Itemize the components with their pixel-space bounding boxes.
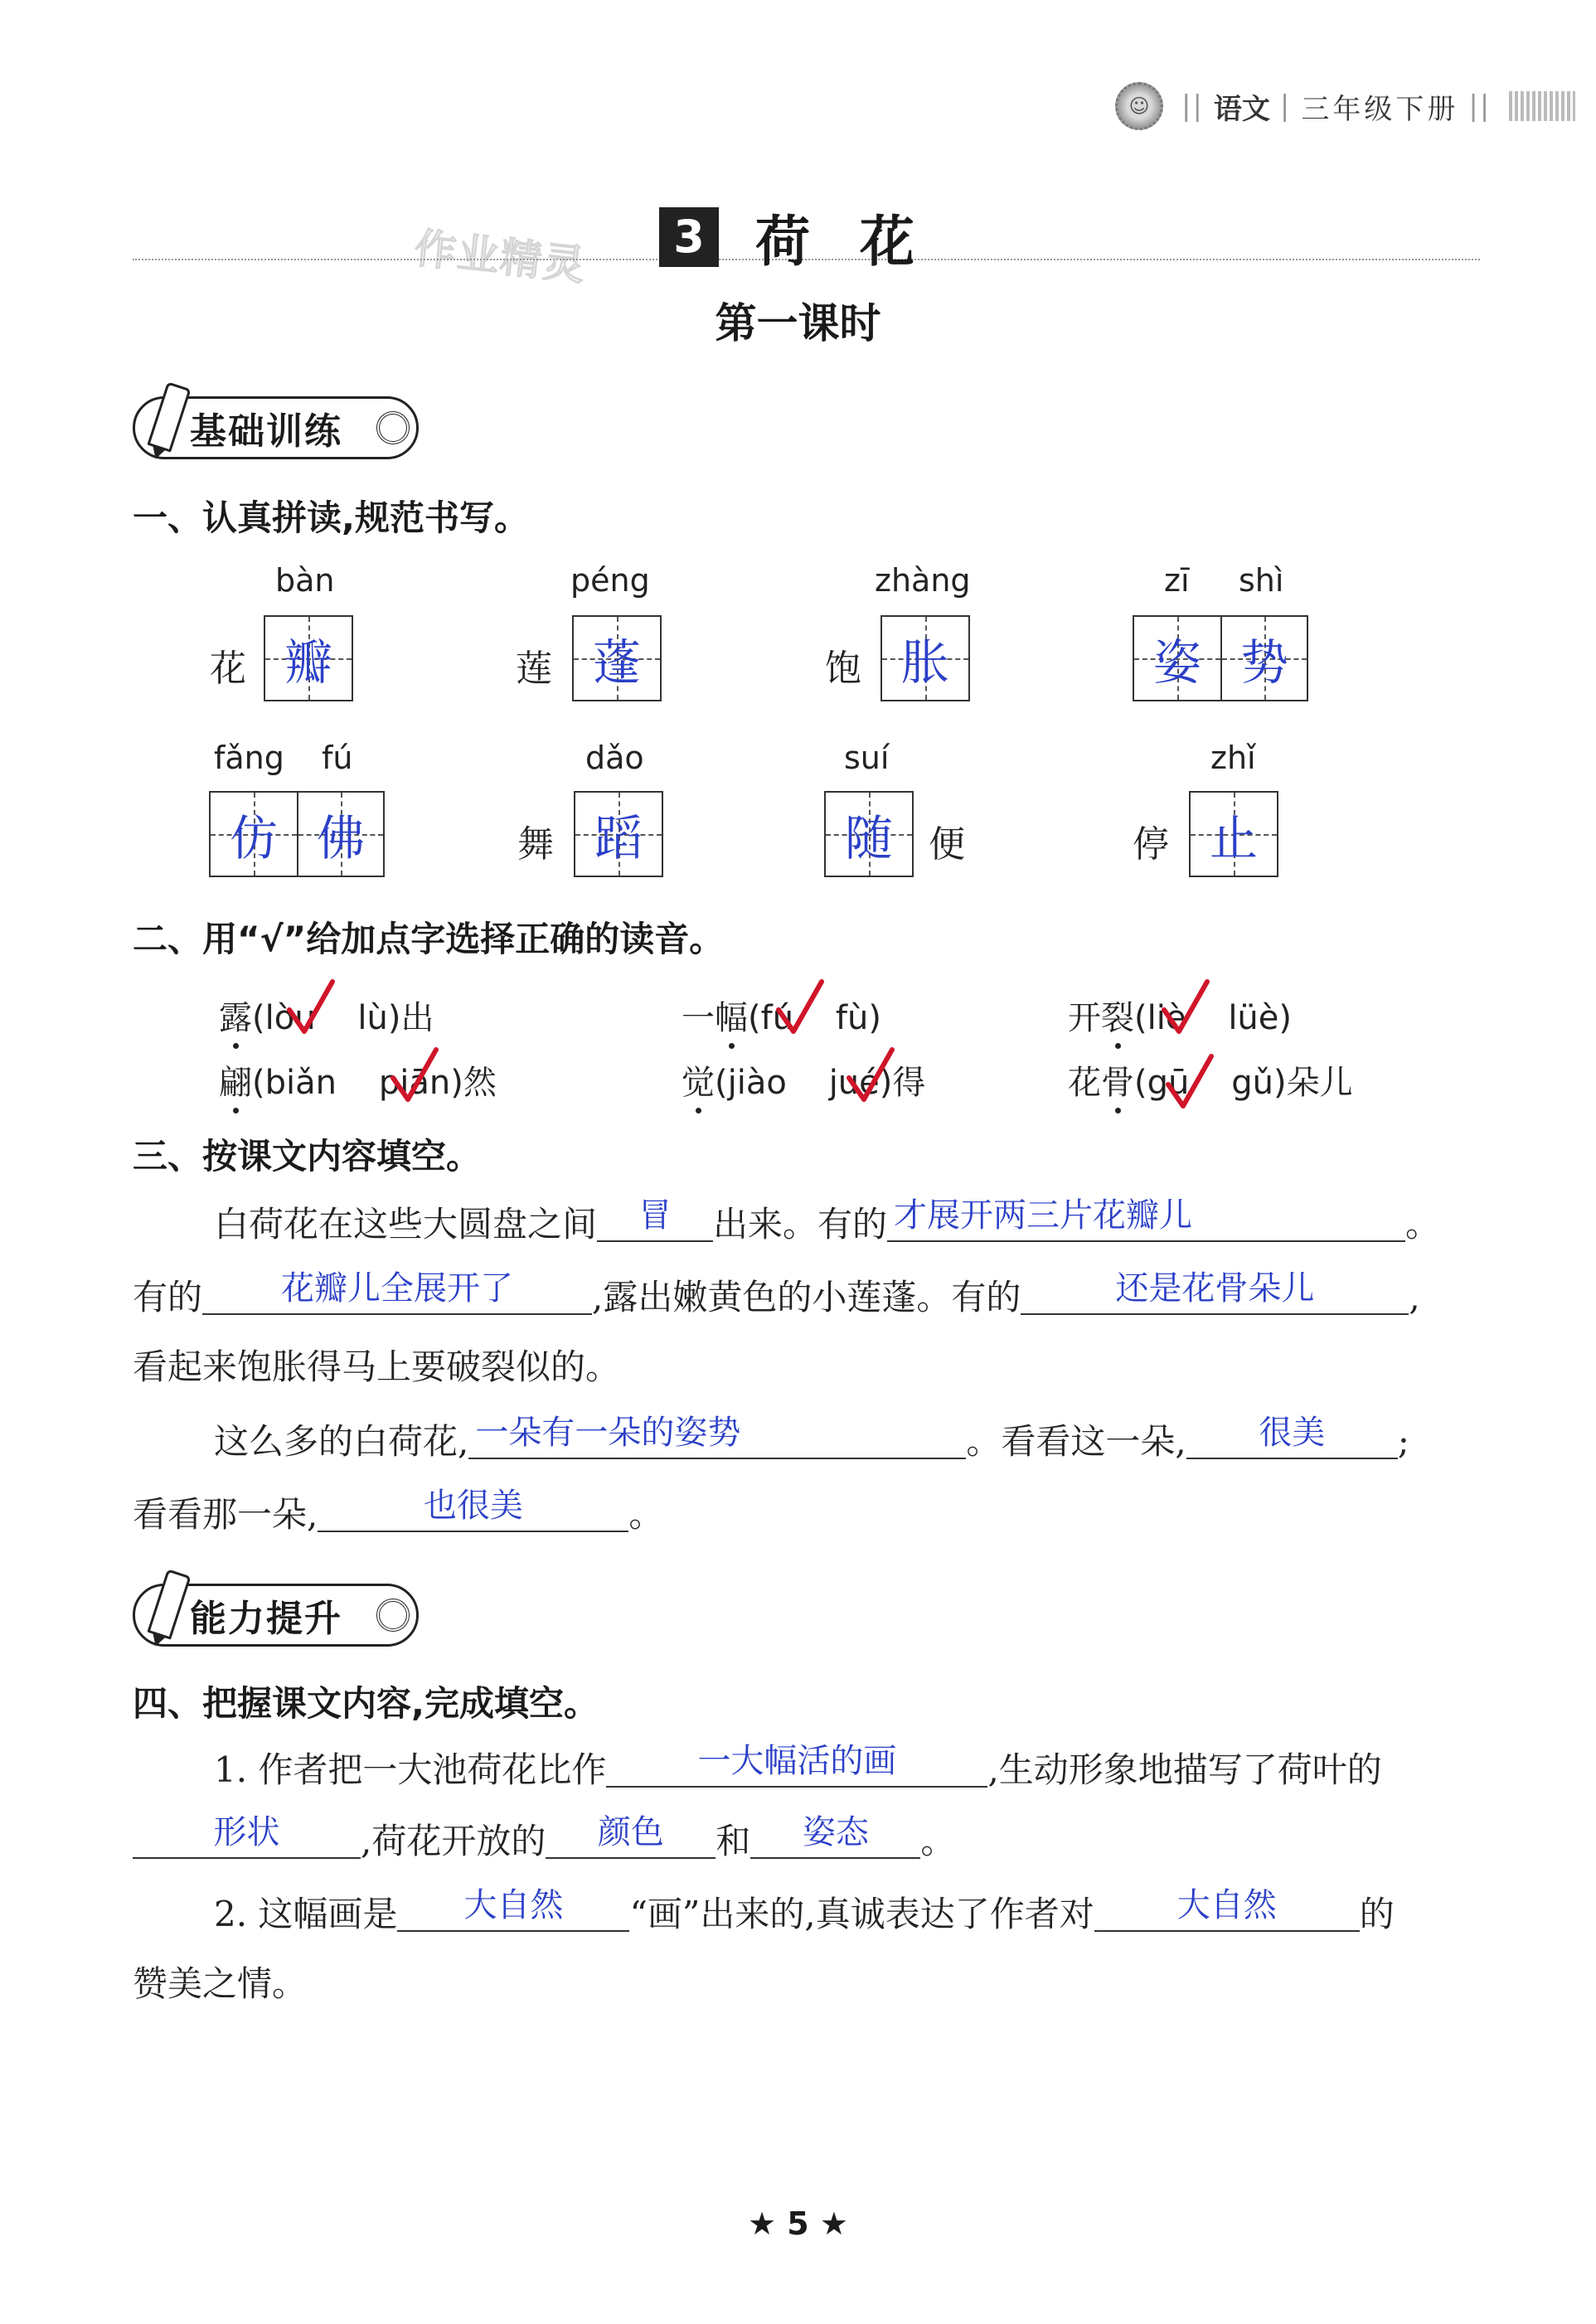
grid-cell — [1191, 793, 1277, 876]
answer-char: 蹈 — [594, 810, 643, 866]
text: 2. 这幅画是 — [214, 1894, 398, 1934]
text: 有的 — [133, 1277, 203, 1317]
text: 出来。有的 — [713, 1204, 888, 1244]
grid-cell — [211, 793, 297, 876]
option: liè — [1147, 999, 1186, 1037]
answer: 也很美 — [423, 1487, 523, 1525]
writing-grid — [574, 791, 663, 877]
answer-blank — [397, 1886, 629, 1932]
writing-grid — [1189, 791, 1278, 877]
answer: 一大幅活的画 — [697, 1742, 897, 1780]
given-char: 停 — [1133, 823, 1169, 866]
answer: 才展开两三片花瓣儿 — [894, 1196, 1193, 1235]
text: 白荷花在这些大圆盘之间 — [214, 1204, 598, 1244]
pinyin: fǎng — [214, 740, 284, 776]
writing-grid — [824, 791, 914, 877]
answer: 形状 — [213, 1813, 280, 1851]
prefix: 开 — [1068, 999, 1101, 1037]
page-header — [1115, 81, 1575, 131]
pencil-icon — [147, 1569, 191, 1639]
answer-blank — [597, 1196, 713, 1242]
text: 。 — [628, 1494, 664, 1535]
dotted-char: 翩 — [219, 1064, 252, 1102]
option: fù — [835, 999, 869, 1037]
answer-char: 姿 — [1152, 634, 1201, 691]
writing-grid — [880, 615, 970, 701]
option: lòu — [264, 999, 316, 1037]
lesson-title-text: 荷花 — [755, 209, 964, 274]
pinyin: suí — [844, 740, 890, 776]
option: piān — [378, 1064, 451, 1102]
grid-cell — [826, 793, 912, 876]
text: 和 — [716, 1821, 751, 1861]
bracket: ( — [715, 1064, 728, 1102]
header-grade: 三年级下册 — [1301, 92, 1459, 126]
option: jiào — [727, 1064, 787, 1102]
section-banner-basic — [133, 396, 419, 459]
fill-line — [214, 1414, 1409, 1462]
given-char: 莲 — [516, 648, 552, 690]
dotted-char: 裂 — [1101, 999, 1134, 1037]
text: , — [1409, 1277, 1420, 1317]
dotted-char: 骨 — [1101, 1064, 1134, 1102]
answer-blank — [606, 1742, 987, 1788]
pinyin: zī — [1164, 562, 1190, 599]
fill-line — [133, 1487, 664, 1535]
answer: 花瓣儿全展开了 — [281, 1269, 514, 1308]
question-2-heading: 二、用“√”给加点字选择正确的读音。 — [133, 919, 725, 959]
bracket: ) — [868, 999, 881, 1037]
option: gū — [1147, 1064, 1190, 1102]
header-divider: || — [1181, 90, 1204, 123]
given-char: 便 — [929, 823, 965, 866]
answer: 冒 — [638, 1196, 672, 1235]
ring-icon — [376, 1599, 410, 1632]
text: 看看那一朵, — [133, 1494, 318, 1535]
answer-blank — [887, 1196, 1405, 1242]
answer: 一朵有一朵的姿势 — [475, 1414, 741, 1452]
writing-grid — [209, 791, 385, 877]
grid-cell — [265, 617, 352, 700]
dotted-char: 觉 — [682, 1064, 715, 1102]
check-mark-icon — [775, 978, 825, 1036]
answer-blank — [318, 1487, 628, 1532]
check-mark-icon — [1161, 978, 1210, 1036]
lesson-title — [659, 197, 964, 276]
text: 1. 作者把一大池荷花比作 — [214, 1749, 607, 1790]
pinyin: péng — [570, 562, 650, 599]
reading-choice — [219, 1056, 497, 1104]
fill-line — [133, 1269, 1420, 1317]
given-char: 饱 — [825, 648, 861, 690]
bracket: ( — [1134, 1064, 1147, 1102]
grid-cell — [297, 793, 383, 876]
writing-grid — [1133, 615, 1308, 701]
text: “画”出来的,真诚表达了作者对 — [629, 1894, 1094, 1934]
option: fú — [760, 999, 794, 1037]
option: lù — [357, 999, 388, 1037]
answer-char: 止 — [1209, 810, 1258, 866]
bracket: ( — [252, 1064, 265, 1102]
question-4-heading: 四、把握课文内容,完成填空。 — [133, 1683, 599, 1724]
header-divider: || — [1468, 90, 1492, 123]
text: ,露出嫩黄色的小莲蓬。有的 — [592, 1277, 1021, 1317]
answer: 大自然 — [1176, 1886, 1277, 1924]
ring-icon — [376, 411, 410, 444]
grid-cell — [882, 617, 968, 700]
fill-line — [133, 1813, 956, 1861]
text: 。看看这一朵, — [966, 1421, 1186, 1462]
writing-grid — [572, 615, 662, 701]
answer-blank — [1094, 1886, 1360, 1932]
pinyin: zhǐ — [1210, 740, 1256, 776]
suffix: 朵儿 — [1286, 1064, 1353, 1102]
page-number: ★ 5 ★ — [747, 2205, 849, 2242]
check-mark-icon — [286, 978, 336, 1036]
answer: 颜色 — [597, 1813, 664, 1851]
dotted-char: 幅 — [715, 999, 748, 1037]
text: 的 — [1359, 1894, 1395, 1934]
text: 。 — [1405, 1204, 1441, 1244]
given-char: 舞 — [517, 823, 554, 866]
suffix: 得 — [892, 1064, 926, 1102]
prefix: 一 — [682, 999, 715, 1037]
header-subject: 语文 — [1213, 92, 1270, 126]
pinyin: fú — [322, 740, 353, 776]
fill-line — [214, 1742, 1382, 1790]
section-banner-ability — [133, 1584, 419, 1647]
answer-char: 蓬 — [592, 634, 641, 691]
bracket: ( — [748, 999, 761, 1037]
section-title: 能力提升 — [190, 1598, 342, 1640]
pinyin: shì — [1239, 562, 1284, 599]
answer-char: 胀 — [900, 634, 949, 691]
pinyin: bàn — [275, 562, 335, 599]
pencil-icon — [147, 381, 191, 452]
check-mark-icon — [1165, 1053, 1215, 1111]
grid-cell — [1220, 617, 1307, 700]
answer-blank — [546, 1813, 716, 1859]
header-decoration — [1509, 91, 1575, 121]
watermark: 作业精灵 — [412, 224, 589, 290]
grid-cell — [1134, 617, 1220, 700]
text: 。 — [920, 1821, 956, 1861]
check-mark-icon — [846, 1046, 895, 1104]
option: biǎn — [264, 1064, 337, 1102]
question-1-heading: 一、认真拼读,规范书写。 — [133, 497, 529, 538]
check-mark-icon — [390, 1046, 439, 1104]
bracket: ) — [450, 1064, 463, 1102]
text: 这么多的白荷花, — [214, 1421, 469, 1462]
prefix: 花 — [1068, 1064, 1101, 1102]
fill-line: 看起来饱胀得马上要破裂似的。 — [133, 1346, 621, 1387]
bracket: ) — [1278, 999, 1292, 1037]
answer-blank — [1021, 1269, 1409, 1315]
writing-grid — [264, 615, 353, 701]
option: gǔ — [1231, 1064, 1273, 1102]
answer-char: 仿 — [229, 810, 278, 866]
answer-char: 势 — [1239, 634, 1288, 691]
bracket: ) — [387, 999, 401, 1037]
given-char: 花 — [210, 648, 246, 690]
answer-blank — [1186, 1414, 1398, 1459]
answer-char: 瓣 — [284, 634, 332, 691]
answer: 还是花骨朵儿 — [1115, 1269, 1315, 1308]
text: ; — [1397, 1421, 1409, 1462]
text: ,生动形象地描写了荷叶的 — [987, 1749, 1382, 1790]
dotted-char: 露 — [219, 999, 252, 1037]
suffix: 然 — [463, 1064, 497, 1102]
bracket: ( — [1134, 999, 1147, 1037]
bracket: ) — [1273, 1064, 1287, 1102]
answer: 大自然 — [463, 1886, 564, 1924]
answer-blank — [750, 1813, 920, 1859]
answer-blank — [468, 1414, 966, 1459]
lesson-number: 3 — [659, 207, 719, 267]
section-title: 基础训练 — [190, 410, 342, 453]
bracket: ) — [879, 1064, 893, 1102]
fill-line — [214, 1886, 1395, 1934]
answer: 姿态 — [802, 1813, 869, 1851]
pinyin: dǎo — [585, 740, 644, 776]
answer-char: 佛 — [316, 810, 365, 866]
answer-char: 随 — [844, 810, 893, 866]
question-3-heading: 三、按课文内容填空。 — [133, 1136, 482, 1177]
grid-cell — [575, 793, 662, 876]
answer-blank — [133, 1813, 361, 1859]
fill-line: 赞美之情。 — [133, 1963, 308, 2004]
fill-line — [214, 1196, 1441, 1244]
answer-blank — [202, 1269, 592, 1315]
option: lüè — [1228, 999, 1279, 1037]
header-divider: | — [1279, 90, 1292, 123]
text: ,荷花开放的 — [361, 1821, 546, 1861]
bracket: ( — [252, 999, 265, 1037]
grid-cell — [574, 617, 660, 700]
sun-logo-icon: ☺ — [1115, 82, 1163, 130]
pinyin: zhàng — [875, 562, 971, 599]
answer: 很美 — [1259, 1414, 1326, 1452]
option: jué — [828, 1064, 880, 1102]
lesson-subtitle: 第一课时 — [715, 299, 881, 347]
suffix: 出 — [400, 999, 434, 1037]
